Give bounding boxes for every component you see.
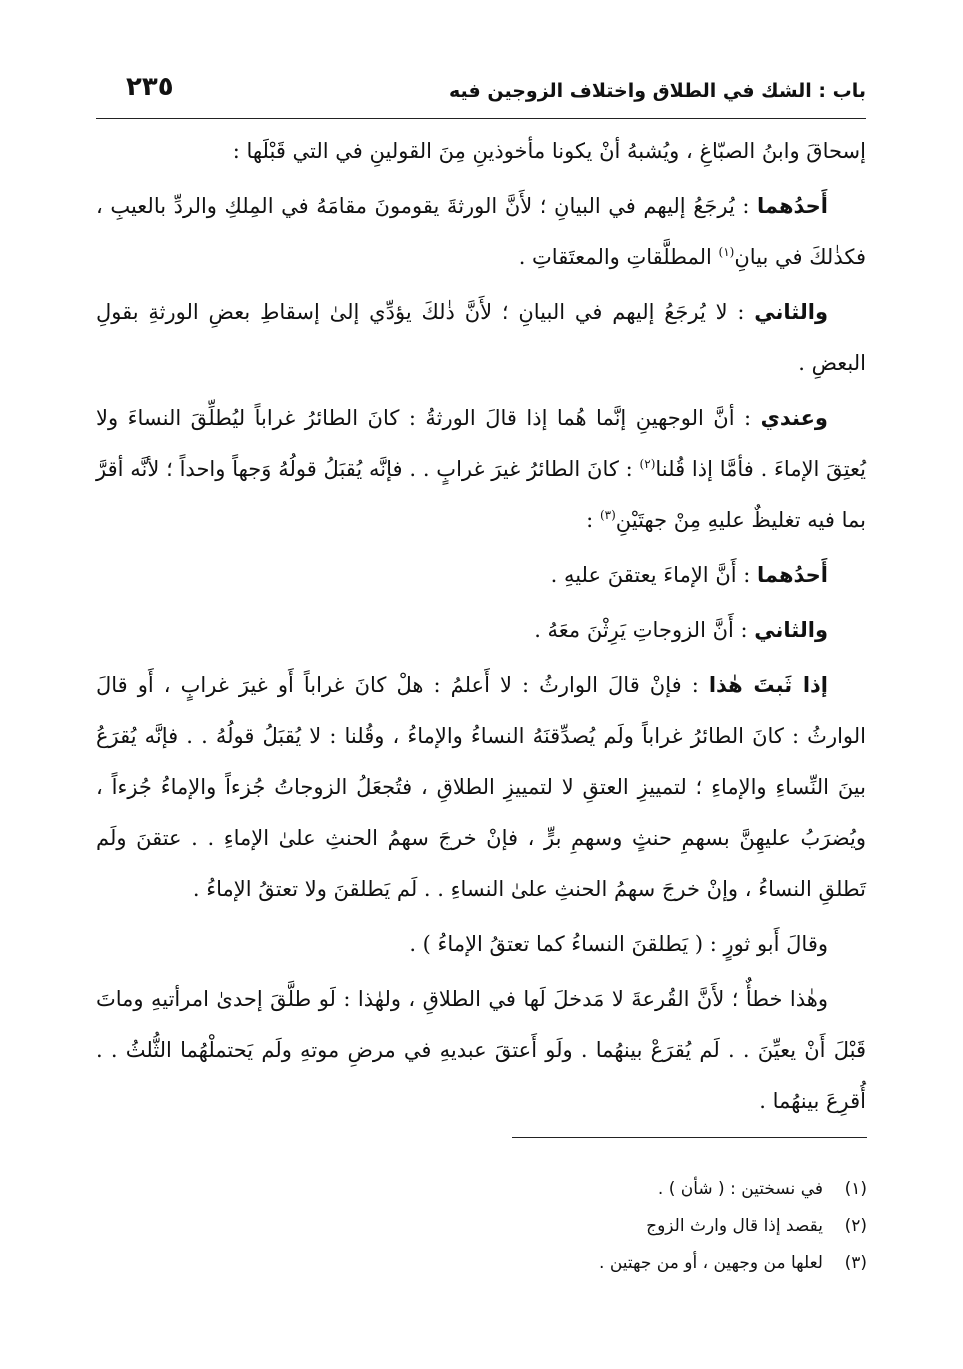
footnote-number: (٣)	[844, 1252, 867, 1273]
paragraph-lead: أَحدُهما	[757, 194, 828, 218]
paragraph-text: : فإنْ قالَ الوارثُ : لا أَعلمُ : هلْ كانَ غراباً أَو غيرَ غرابٍ ، أَو قالَ الوارثُ : كانَ الطائرُ غراباً ولَم يُصدِّقنَهُ النساءُ والإماءُ ، وقُلنا : لا يُقبَلُ قولُهُ . . فإنَّه يُقرَعُ بينَ النِّساءِ والإماءِ ؛ لتمييزِ العتقِ لا لتمييزِ الطلاقِ ، فتُجعَلُ الزوجاتُ جُزءاً والإماءُ جُزءاً ، ويُضرَبُ عليهِنَّ بسهمِ حنثٍ وسهمِ برٍّ ، فإنْ خرجَ سهمُ الحنثِ علىٰ الإماءِ . . عتقنَ ولَم تَطلقِ النساءُ ، وإنْ خرجَ سهمُ الحنثِ علىٰ النساءِ . . لَم يَطلقنَ ولا تعتقُ الإماءُ .	[96, 673, 866, 901]
paragraph	[96, 919, 866, 970]
paragraph	[96, 393, 866, 546]
footnote	[97, 1170, 867, 1207]
paragraph	[96, 974, 866, 1127]
paragraph	[96, 660, 866, 915]
paragraph-text: : لا يُرجَعُ إليهم في البيانِ ؛ لأَنَّ ذٰلكَ يؤدِّي إلىٰ إسقاطِ بعضِ الورثةِ بقولِ البعضِ .	[96, 300, 866, 375]
footnote-ref: (٢)	[639, 457, 656, 471]
footnote-ref: (٣)	[599, 508, 616, 522]
paragraph	[96, 126, 866, 177]
paragraph-text: : أَنَّ الزوجاتِ يَرِثْنَ معَهُ .	[534, 618, 755, 642]
paragraph-lead: إذا ثَبتَ هٰذا	[708, 673, 828, 697]
footnote-text: في نسختين : ( شأن ) .	[657, 1178, 823, 1199]
paragraph	[96, 550, 866, 601]
paragraph	[96, 181, 866, 283]
footnotes	[97, 1170, 867, 1281]
paragraph-lead: وعندي	[760, 406, 828, 430]
paragraph-lead: والثاني	[754, 618, 828, 642]
paragraph-text: وقالَ أَبو ثورٍ : ( يَطلقنَ النساءُ كما تعتقُ الإماءُ ) .	[409, 932, 828, 956]
footnote	[97, 1207, 867, 1244]
footnote-number: (٢)	[844, 1215, 867, 1236]
paragraph-text: المطلَّقاتِ والمعتَقاتِ .	[518, 245, 719, 269]
paragraph-lead: أَحدُهما	[757, 563, 828, 587]
running-header	[96, 70, 866, 119]
paragraph-text: : أنَّ الوجهينِ إنَّما هُما إذا قالَ الورثةُ : كانَ الطائرُ غراباً ليُطلِّقَ النساءَ ولا يُعتِقَ الإماءَ . فأمَّا إذا قُلنا	[96, 406, 867, 481]
footnote-number: (١)	[844, 1178, 867, 1199]
paragraph-text: :	[586, 508, 600, 532]
footnote-ref: (١)	[718, 245, 735, 259]
paragraph-text: : كانَ الطائرُ غيرَ غرابٍ . . فإنَّه يُقبَلُ قولُهُ وَجهاً واحداً ؛ لأنَّه أقرَّ بما فيه تغليظٌ عليهِ مِنْ جهتَيْنِ	[96, 457, 866, 532]
paragraph-text: إسحاقَ وابنُ الصبّاغِ ، ويُشبهُ أنْ يكونا مأخوذينِ مِنَ القولينِ في التي قَبْلَها :	[232, 139, 866, 163]
footnote	[97, 1244, 867, 1281]
paragraph-text: وهٰذا خطأٌ ؛ لأَنَّ القُرعةَ لا مَدخلَ لَها في الطلاقِ ، ولهٰذا : لَو طلَّقَ إحدىٰ امرأتيهِ وماتَ قَبْلَ أَنْ يعيِّنَ . . لَم يُقرَعْ بينهُما . ولَو أَعتقَ عبديهِ في مرضِ موتهِ ولَم يَحتملْهُما الثُّلثُ . . أُقرِعَ بينهُما .	[96, 987, 866, 1113]
chapter-title: باب : الشك في الطلاق واختلاف الزوجين فيه	[449, 80, 866, 102]
footnote-text: يقصد إذا قال وارث الزوج	[646, 1215, 823, 1236]
paragraph	[96, 287, 866, 389]
paragraph-text: : أَنَّ الإماءَ يعتقنَ عليهِ .	[550, 563, 757, 587]
footnote-text: لعلها من وجهين ، أو من جهتين .	[599, 1252, 823, 1273]
footnote-divider	[512, 1137, 867, 1138]
paragraph	[96, 605, 866, 656]
page-number: ٢٣٥	[126, 72, 174, 102]
main-text	[96, 126, 866, 1131]
paragraph-text: : يُرجَعُ إليهم في البيانِ ؛ لأَنَّ الورثةَ يقومونَ مقامَهُ في المِلكِ والردِّ بالعيبِ ، فكذٰلكَ في بيانِ	[96, 194, 866, 269]
paragraph-lead: والثاني	[754, 300, 828, 324]
